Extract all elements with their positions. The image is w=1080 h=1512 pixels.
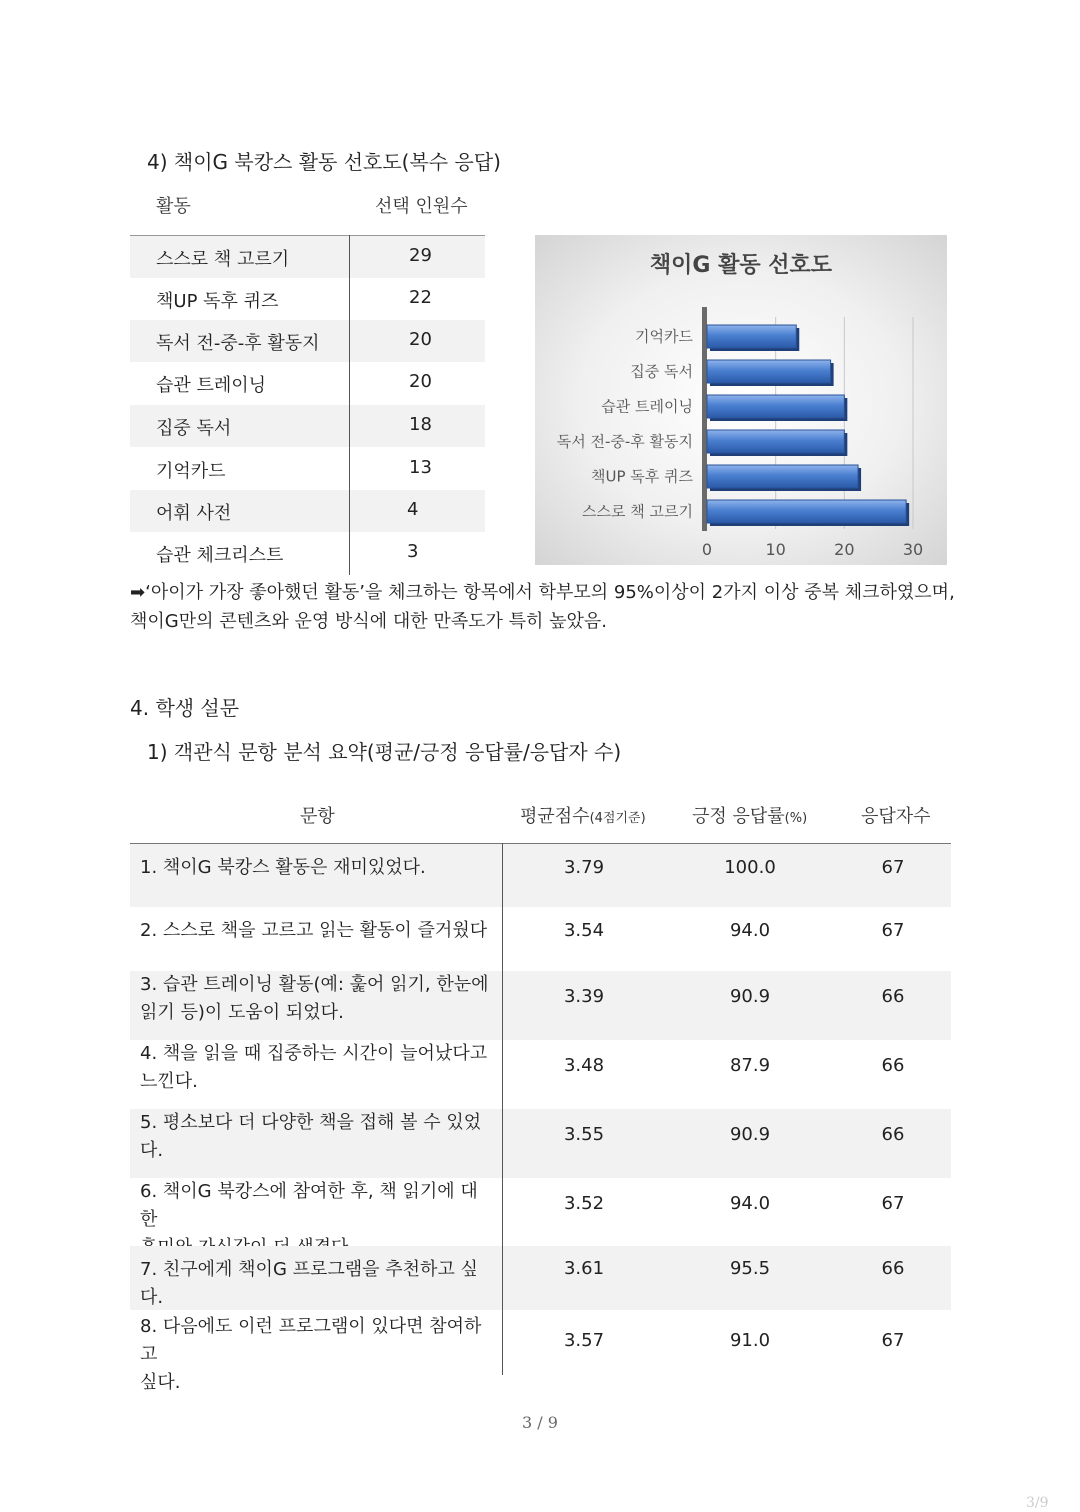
question-text	[140, 854, 495, 882]
col-header-count: 응답자수	[861, 806, 931, 827]
chart-axis	[702, 307, 707, 531]
respondent-count: 66	[881, 1258, 905, 1279]
note-line-2: 책이G만의 콘텐츠와 운영 방식에 대한 만족도가 특히 높았음.	[130, 611, 608, 632]
question-line: 4. 책을 읽을 때 집중하는 시간이 늘어났다고	[140, 1043, 488, 1064]
table-row	[130, 1109, 951, 1178]
pref-activity-count: 4	[407, 499, 419, 520]
avg-score: 3.39	[563, 986, 605, 1007]
chart-bar	[707, 430, 844, 453]
pref-row	[130, 236, 485, 278]
chart-tick-label: 10	[765, 540, 786, 559]
pref-activity-name: 습관 체크리스트	[156, 545, 284, 566]
question-text	[140, 1040, 495, 1096]
avg-score: 3.57	[563, 1330, 605, 1351]
page-number: 3 / 9	[522, 1413, 558, 1432]
pref-activity-name: 기억카드	[156, 461, 226, 482]
positive-rate: 94.0	[729, 920, 771, 941]
preference-heading: 4) 책이G 북캉스 활동 선호도(복수 응답)	[147, 150, 501, 174]
subsection-title: 1) 객관식 문항 분석 요약(평균/긍정 응답률/응답자 수)	[147, 740, 622, 764]
chart-bar	[707, 465, 858, 488]
question-line: 6. 책이G 북캉스에 참여한 후, 책 읽기에 대한	[140, 1181, 478, 1230]
respondent-count: 67	[881, 1193, 905, 1214]
note-text-1: ‘아이가 가장 좋아했던 활동’을 체크하는 항목에서 학부모의 95%이상이 2가지 이상 중복 체크하였으며,	[145, 582, 955, 603]
positive-rate: 95.5	[729, 1258, 771, 1279]
respondent-count: 67	[881, 857, 905, 878]
page-number-corner: 3/9	[1026, 1495, 1049, 1511]
pref-row	[130, 532, 485, 574]
question-line: 느낀다.	[140, 1071, 198, 1092]
question-text	[140, 971, 495, 1027]
question-line: 다.	[140, 1140, 164, 1161]
chart-tick-label: 20	[834, 540, 855, 559]
question-line: 읽기 등)이 도움이 되었다.	[140, 1002, 344, 1023]
positive-rate: 100.0	[724, 857, 776, 878]
pref-table-divider	[349, 235, 350, 575]
question-line: 1. 책이G 북캉스 활동은 재미있었다.	[140, 857, 426, 878]
chart-bar	[707, 325, 796, 348]
table-divider	[502, 843, 503, 1375]
avg-score: 3.54	[563, 920, 605, 941]
avg-score: 3.48	[563, 1055, 605, 1076]
col-header-item: 문항	[300, 806, 335, 827]
question-line: 싶다.	[140, 1372, 181, 1393]
chart-tick-label: 0	[701, 540, 713, 559]
pref-col-count: 선택 인원수	[375, 196, 468, 217]
question-text	[140, 1109, 495, 1165]
positive-rate: 90.9	[729, 1124, 771, 1145]
section-title: 4. 학생 설문	[130, 696, 240, 720]
col-header-avg-basis: (4점기준)	[589, 811, 646, 826]
pref-activity-count: 22	[409, 287, 432, 308]
chart-category-label: 기억카드	[635, 327, 693, 346]
question-text	[140, 1256, 495, 1312]
table-row	[130, 1310, 951, 1393]
pref-activity-name: 스스로 책 고르기	[156, 249, 290, 270]
chart-category-label: 습관 트레이닝	[601, 397, 693, 416]
respondent-count: 66	[881, 1124, 905, 1145]
pref-row	[130, 278, 485, 320]
col-header-positive-label: 긍정 응답률	[692, 806, 785, 827]
chart-svg	[535, 235, 947, 565]
respondent-count: 67	[881, 920, 905, 941]
chart-category-label: 스스로 책 고르기	[582, 502, 693, 521]
table-row	[130, 1178, 951, 1246]
pref-col-activity: 활동	[156, 196, 191, 217]
pref-row	[130, 448, 485, 490]
question-line: 7. 친구에게 책이G 프로그램을 추천하고 싶다.	[140, 1259, 478, 1308]
question-line: 8. 다음에도 이런 프로그램이 있다면 참여하고	[140, 1316, 482, 1365]
positive-rate: 91.0	[729, 1330, 771, 1351]
positive-rate: 87.9	[729, 1055, 771, 1076]
avg-score: 3.79	[563, 857, 605, 878]
positive-rate: 90.9	[729, 986, 771, 1007]
note-line-1	[130, 578, 960, 607]
table-row	[130, 1040, 951, 1109]
pref-activity-count: 20	[409, 329, 432, 350]
chart-bar	[707, 500, 906, 523]
respondent-count: 66	[881, 986, 905, 1007]
question-line: 2. 스스로 책을 고르고 읽는 활동이 즐거웠다	[140, 920, 488, 941]
table-row	[130, 844, 951, 907]
chart-tick-label: 30	[902, 540, 924, 559]
col-header-positive	[692, 802, 807, 828]
pref-row	[130, 490, 485, 532]
pref-activity-name: 어휘 사전	[156, 503, 232, 524]
avg-score: 3.52	[563, 1193, 605, 1214]
pref-activity-count: 3	[407, 541, 419, 562]
respondent-count: 67	[881, 1330, 905, 1351]
chart-category-label: 독서 전-중-후 활동지	[556, 432, 693, 451]
avg-score: 3.61	[563, 1258, 605, 1279]
chart-category-label: 책UP 독후 퀴즈	[590, 467, 693, 486]
pref-row	[130, 320, 485, 362]
col-header-avg-label: 평균점수	[520, 806, 590, 827]
pref-activity-name: 독서 전-중-후 활동지	[156, 333, 320, 354]
pref-activity-name: 습관 트레이닝	[156, 375, 267, 396]
col-header-positive-unit: (%)	[784, 811, 808, 826]
chart-bar	[707, 395, 844, 418]
pref-activity-count: 13	[409, 457, 432, 478]
preference-note	[130, 578, 960, 636]
positive-rate: 94.0	[729, 1193, 771, 1214]
question-line: 3. 습관 트레이닝 활동(예: 훑어 읽기, 한눈에	[140, 974, 489, 995]
chart-bar	[707, 360, 831, 383]
chart-category-label: 집중 독서	[630, 362, 693, 381]
pref-activity-name: 책UP 독후 퀴즈	[156, 291, 279, 312]
respondent-count: 66	[881, 1055, 905, 1076]
table-row	[130, 1246, 951, 1310]
col-header-avg	[520, 802, 646, 828]
pref-activity-count: 20	[409, 371, 432, 392]
question-text	[140, 1313, 495, 1397]
pref-activity-count: 18	[409, 414, 432, 435]
avg-score: 3.55	[563, 1124, 605, 1145]
pref-row	[130, 405, 485, 447]
arrow-right-icon: ➡	[130, 582, 146, 603]
pref-row	[130, 362, 485, 404]
pref-activity-count: 29	[409, 245, 432, 266]
table-row	[130, 971, 951, 1040]
question-line: 5. 평소보다 더 다양한 책을 접해 볼 수 있었	[140, 1112, 482, 1133]
table-row	[130, 907, 951, 971]
preference-chart	[535, 235, 947, 565]
question-text	[140, 917, 495, 945]
pref-activity-name: 집중 독서	[156, 418, 232, 439]
chart-title: 책이G 활동 선호도	[649, 253, 833, 278]
